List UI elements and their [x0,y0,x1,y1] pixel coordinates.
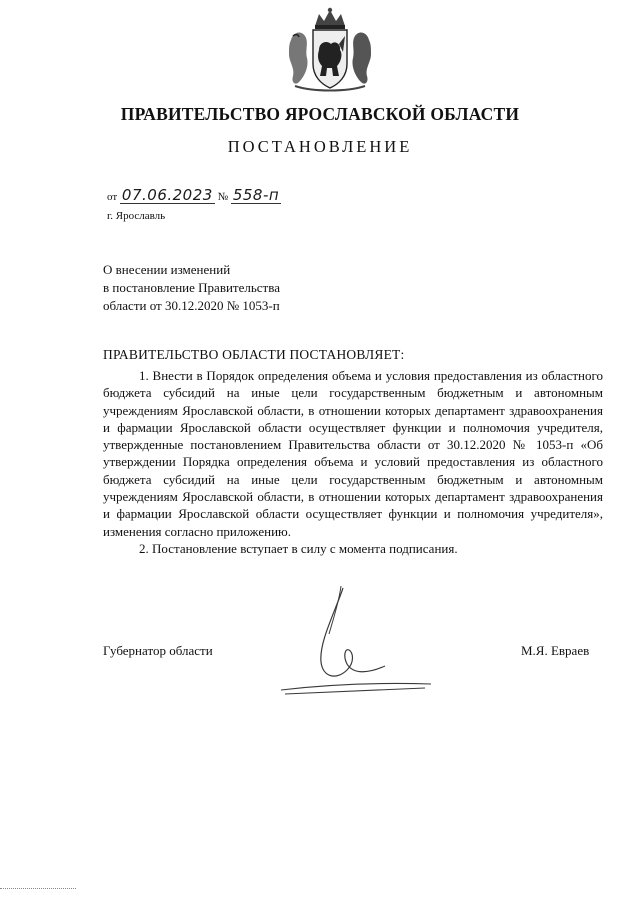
subject-line: О внесении изменений [103,262,231,277]
signatory-role: Губернатор области [103,643,213,658]
subject-line: в постановление Правительства [103,280,280,295]
document-subject [103,261,363,315]
city: г. Ярославль [107,210,166,222]
subject-line: области от 30.12.2020 № 1053-п [103,298,280,313]
decree-paragraph: 2. Постановление вступает в силу с момента подписания. [139,540,458,556]
decree-body [103,367,603,557]
document-type: ПОСТАНОВЛЕНИЕ [227,137,413,156]
organization-title: ПРАВИТЕЛЬСТВО ЯРОСЛАВСКОЙ ОБЛАСТИ [120,104,520,124]
document-number: 558-п [232,186,280,204]
signatory-name: М.Я. Евраев [521,643,590,658]
document-date: 07.06.2023 [121,186,213,204]
signature-icon [275,582,435,707]
decree-heading: ПРАВИТЕЛЬСТВО ОБЛАСТИ ПОСТАНОВЛЯЕТ: [103,347,405,362]
footer-divider [0,888,76,889]
coat-of-arms-icon [283,6,377,94]
decree-paragraph: 1. Внести в Порядок определения объема и условия предоставления из областного бюджета субсидий на иные цели государственным бюджетным и автономным учреждениям Ярославской области, в отношении которых департамент здравоохранения и фармации Ярославской области осуществляет функции и полномочия учредителя, утвержденные постановлением Правительства области от 30.12.2020 № 1053-п «Об утверждении Порядка определения объема и условий предоставления из областного бюджета субсидий на иные цели государственным бюджетным и автономным учреждениям Ярославской области, в отношении которых департамент здравоохранения и фармации Ярославской области осуществляет функции и полномочия учредителя», изменения согласно приложению. [103,368,603,539]
date-prefix: от [107,191,118,203]
number-sign: № [217,191,229,203]
date-number-line [107,186,281,204]
